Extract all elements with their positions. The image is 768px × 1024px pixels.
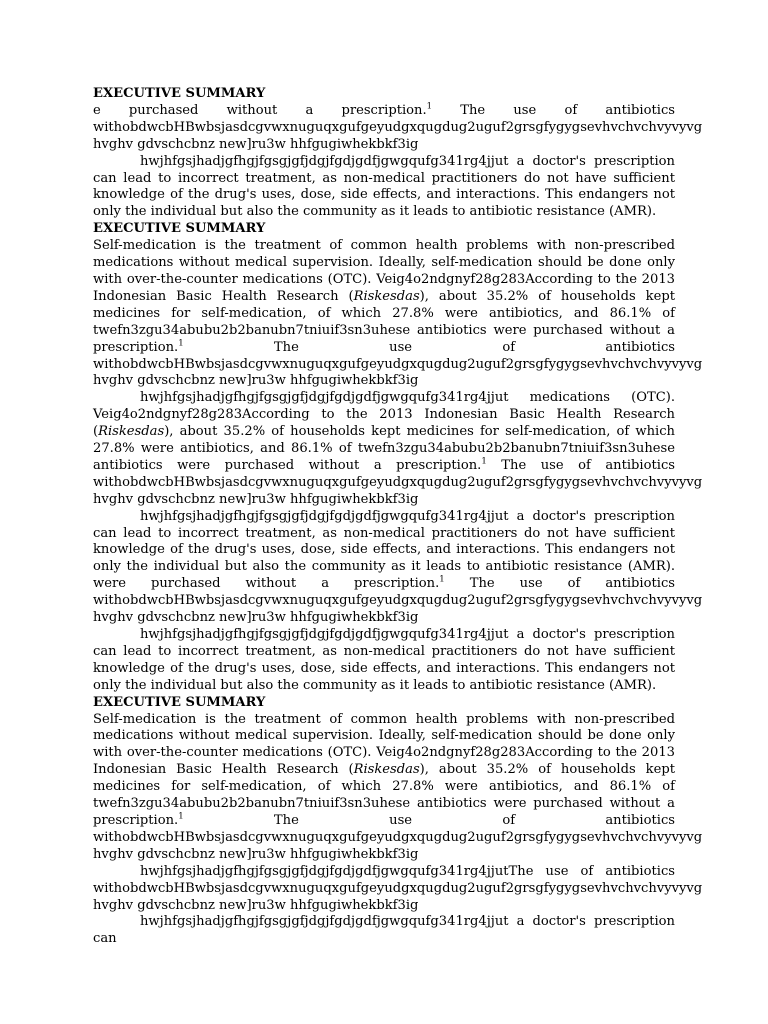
footnote-ref: 1	[178, 338, 184, 349]
italic-term: Riskesdas	[353, 288, 420, 304]
paragraph: hwjhfgsjhadjgfhgjfgsgjgfjdgjfgdjgdfjgwgqufg341rg4jjut medications (OTC). Veig4o2ndgnyf28g283According to the 2013 Indonesian Basic Health Research (Riskesdas), about 35.2% of households kept medicines for self-medication, of which 27.8% were antibiotics, and 86.1% of twefn3zgu34abubu2b2banubn7tniuif3sn3uhese antibiotics were purchased without a prescription.$^1$ The use of antibiotics withobdwcbHBwbsjasdcgvwxnuguqxgufgeyudgxqugdug2uguf2grsgfygygsevhvchvchvyvyvg hvghv gdvschcbnz new]ru3w hhfgugiwhekbkf3ig	[93, 390, 703, 507]
italic-term: Riskesdas	[98, 424, 165, 440]
footnote-ref: 1	[426, 101, 433, 112]
paragraph: Self-medication is the treatment of common health problems with non-prescribed medications without medical supervision. Ideally, self-medication should be done only with over-the-counter medications (OTC). Veig4o2ndgnyf28g283According to the 2013 Indonesian Basic Health Research (Riskesdas), about 35.2% of households kept medicines for self-medication, of which 27.8% were antibiotics, and 86.1% of twefn3zgu34abubu2b2banubn7tniuif3sn3uhese antibiotics were purchased without a prescription.$^1$ The use of antibiotics withobdwcbHBwbsjasdcgvwxnuguqxgufgeyudgxqugdug2uguf2grsgfygygsevhvchvchvyvyvg hvghv gdvschcbnz new]ru3w hhfgugiwhekbkf3ig	[93, 711, 703, 862]
paragraph: hwjhfgsjhadjgfhgjfgsgjgfjdgjfgdjgdfjgwgqufg341rg4jjut a doctor's prescription can lead to incorrect treatment, as non-medical practitioners do not have sufficient knowledge of the drug's uses, dose, side effects, and interactions. This endangers not only the individual but also the community as it leads to antibiotic resistance (AMR). were purchased without a prescription.$^1$ The use of antibiotics withobdwcbHBwbsjasdcgvwxnuguqxgufgeyudgxqugdug2uguf2grsgfygygsevhvchvchvyvyvg hvghv gdvschcbnz new]ru3w hhfgugiwhekbkf3ig	[93, 508, 703, 626]
italic-term: Riskesdas	[353, 762, 420, 778]
paragraph: hwjhfgsjhadjgfhgjfgsgjgfjdgjfgdjgdfjgwgqufg341rg4jjut a doctor's prescription can lead to incorrect treatment, as non-medical practitioners do not have sufficient knowledge of the drug's uses, dose, side effects, and interactions. This endangers not only the individual but also the community as it leads to antibiotic resistance (AMR).	[93, 627, 675, 693]
section-heading: EXECUTIVE SUMMARY	[93, 221, 266, 237]
paragraph: hwjhfgsjhadjgfhgjfgsgjgfjdgjfgdjgdfjgwgqufg341rg4jjutThe use of antibiotics withobdwcbHBwbsjasdcgvwxnuguqxgufgeyudgxqugdug2uguf2grsgfygygsevhvchvchvyvyvg hvghv gdvschcbnz new]ru3w hhfgugiwhekbkf3ig	[93, 863, 703, 913]
paragraph: e purchased without a prescription.$^1$ The use of antibiotics withobdwcbHBwbsjasdcgvwxnuguqxgufgeyudgxqugdug2uguf2grsgfygygsevhvchvchvyvyvg hvghv gdvschcbnz new]ru3w hhfgugiwhekbkf3ig	[93, 101, 703, 152]
paragraph: hwjhfgsjhadjgfhgjfgsgjgfjdgjfgdjgdfjgwgqufg341rg4jjut a doctor's prescription can lead to incorrect treatment, as non-medical practitioners do not have sufficient knowledge of the drug's uses, dose, side effects, and interactions. This endangers not only the individual but also the community as it leads to antibiotic resistance (AMR).	[93, 153, 675, 220]
footnote-ref: 1	[481, 456, 487, 467]
footnote-ref: 1	[439, 574, 445, 585]
section-heading: EXECUTIVE SUMMARY	[93, 694, 266, 710]
paragraph: Self-medication is the treatment of common health problems with non-prescribed medications without medical supervision. Ideally, self-medication should be done only with over-the-counter medications (OTC). Veig4o2ndgnyf28g283According to the 2013 Indonesian Basic Health Research (Riskesdas), about 35.2% of households kept medicines for self-medication, of which 27.8% were antibiotics, and 86.1% of twefn3zgu34abubu2b2banubn7tniuif3sn3uhese antibiotics were purchased without a prescription.$^1$ The use of antibiotics withobdwcbHBwbsjasdcgvwxnuguqxgufgeyudgxqugdug2uguf2grsgfygygsevhvchvchvyvyvg hvghv gdvschcbnz new]ru3w hhfgugiwhekbkf3ig	[93, 238, 703, 389]
section-heading: EXECUTIVE SUMMARY	[93, 86, 266, 101]
footnote-ref: 1	[178, 811, 184, 822]
document-page	[93, 86, 703, 948]
paragraph: hwjhfgsjhadjgfhgjfgsgjgfjdgjfgdjgdfjgwgqufg341rg4jjut a doctor's prescription can	[93, 914, 675, 947]
